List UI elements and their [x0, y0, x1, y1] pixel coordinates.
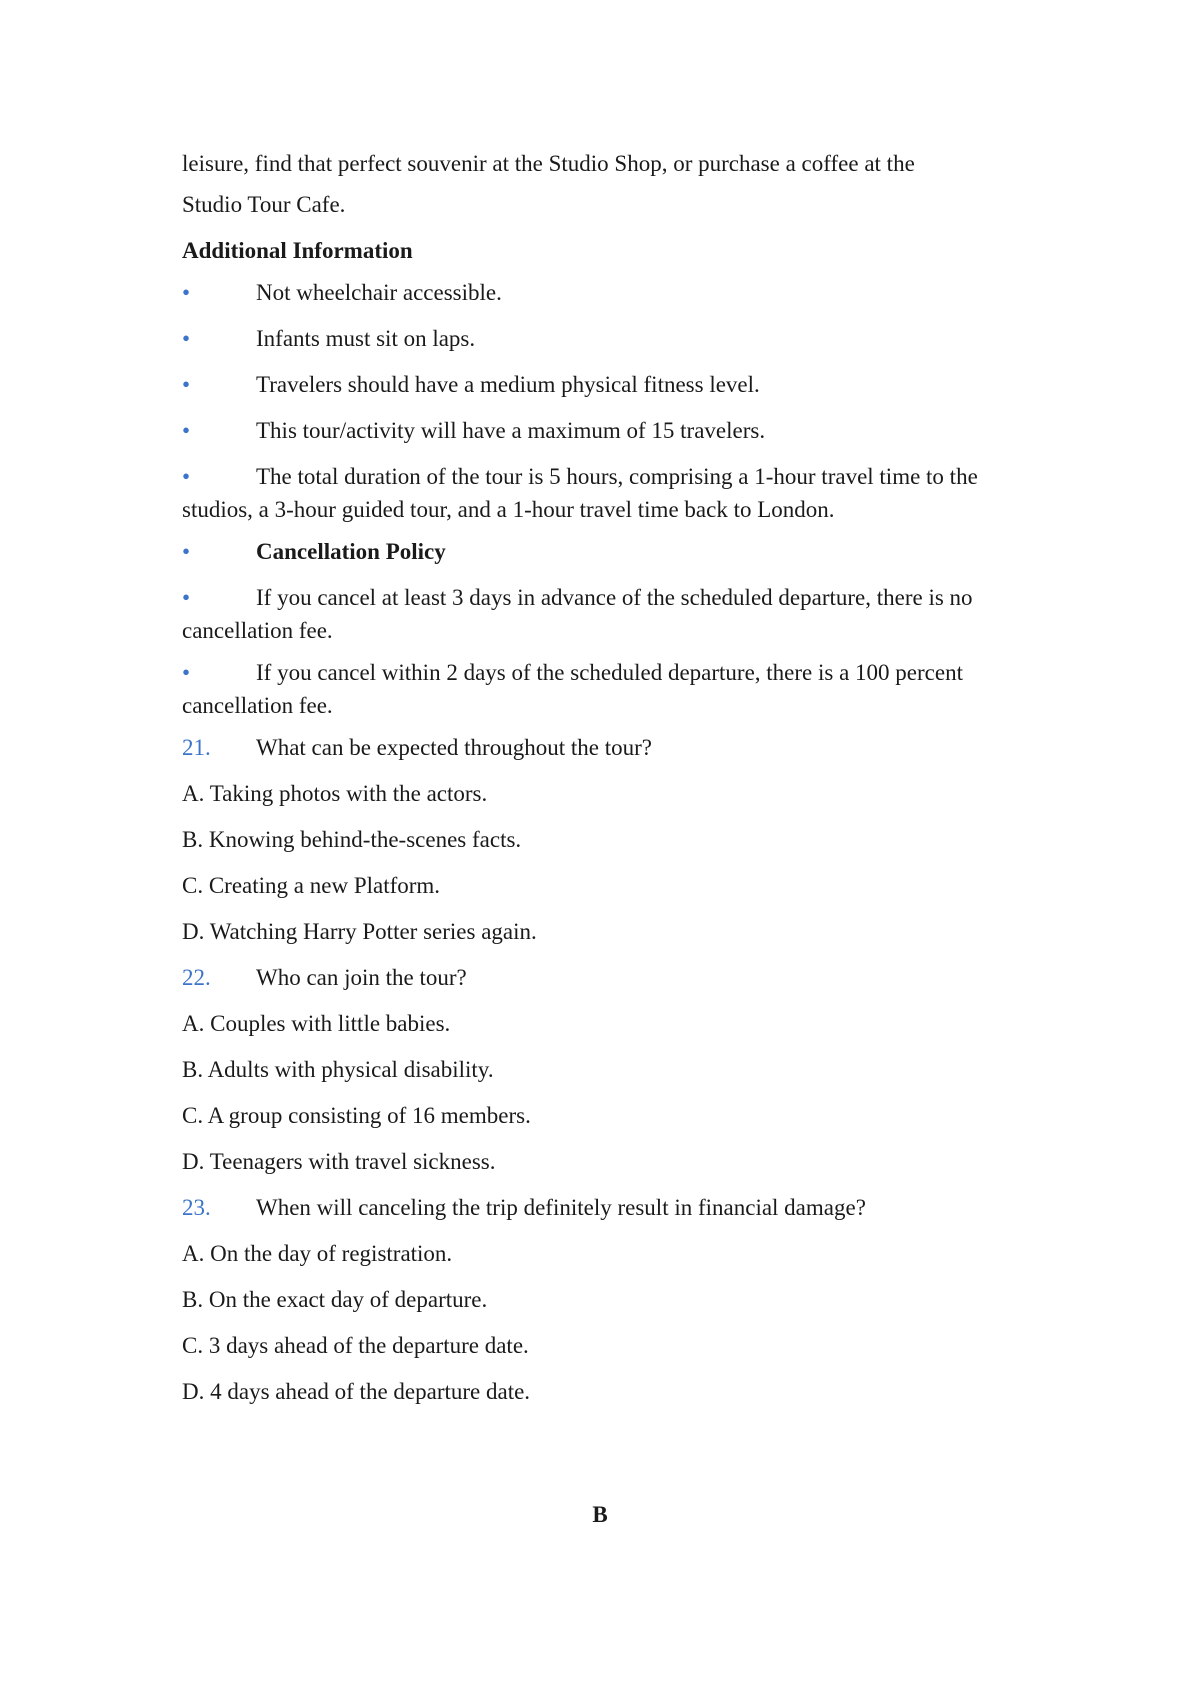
option-b: B. Knowing behind-the-scenes facts. [182, 827, 522, 852]
question-22 [182, 961, 1022, 1178]
list-item-text: This tour/activity will have a maximum of 15 travelers. [256, 418, 766, 443]
cancellation-policy-heading: Cancellation Policy [256, 539, 446, 564]
list-item-text: Travelers should have a medium physical fitness level. [256, 372, 760, 397]
bullet-icon: • [182, 585, 191, 610]
list-item [182, 581, 1022, 647]
option-b: B. On the exact day of departure. [182, 1287, 488, 1312]
bullet-icon: • [182, 464, 191, 489]
section-heading: Additional Information [182, 238, 413, 263]
question-text: When will canceling the trip definitely result in financial damage? [256, 1195, 866, 1220]
bullet-icon: • [182, 372, 191, 397]
question-number: 23. [182, 1195, 211, 1220]
question-21 [182, 731, 1022, 948]
bullet-icon: • [182, 280, 191, 305]
option-d: D. Teenagers with travel sickness. [182, 1149, 496, 1174]
section-letter: B [592, 1502, 608, 1527]
bullet-icon: • [182, 539, 191, 564]
option-d: D. Watching Harry Potter series again. [182, 919, 537, 944]
bullet-icon: • [182, 326, 191, 351]
document-page [182, 143, 1022, 1421]
option-a: A. Couples with little babies. [182, 1011, 451, 1036]
option-c: C. Creating a new Platform. [182, 873, 441, 898]
option-c: C. A group consisting of 16 members. [182, 1103, 531, 1128]
list-item [182, 535, 1022, 568]
question-stem [182, 961, 1022, 994]
list-item [182, 414, 1022, 447]
bullet-icon: • [182, 418, 191, 443]
list-item [182, 368, 1022, 401]
list-item [182, 322, 1022, 355]
option-b: B. Adults with physical disability. [182, 1057, 494, 1082]
question-number: 21. [182, 735, 211, 760]
question-text: What can be expected throughout the tour? [256, 735, 652, 760]
list-item-text: Not wheelchair accessible. [256, 280, 502, 305]
question-stem [182, 731, 1022, 764]
list-item [182, 460, 1022, 526]
option-a: A. On the day of registration. [182, 1241, 453, 1266]
question-stem [182, 1191, 1022, 1224]
list-item-text: Infants must sit on laps. [256, 326, 476, 351]
bullet-icon: • [182, 660, 191, 685]
list-item-text: If you cancel within 2 days of the scheduled departure, there is a 100 percent cancellation fee. [182, 660, 963, 718]
question-text: Who can join the tour? [256, 965, 467, 990]
info-list [182, 276, 1022, 722]
option-a: A. Taking photos with the actors. [182, 781, 488, 806]
question-23 [182, 1191, 1022, 1408]
option-c: C. 3 days ahead of the departure date. [182, 1333, 529, 1358]
list-item [182, 276, 1022, 309]
list-item-text: The total duration of the tour is 5 hours, comprising a 1-hour travel time to the studios, a 3-hour guided tour, and a 1-hour travel time back to London. [182, 464, 978, 522]
question-number: 22. [182, 965, 211, 990]
list-item [182, 656, 1022, 722]
intro-line-1: leisure, find that perfect souvenir at the Studio Shop, or purchase a coffee at the [182, 151, 915, 176]
list-item-text: If you cancel at least 3 days in advance of the scheduled departure, there is no cancellation fee. [182, 585, 973, 643]
option-d: D. 4 days ahead of the departure date. [182, 1379, 531, 1404]
intro-line-2: Studio Tour Cafe. [182, 192, 346, 217]
